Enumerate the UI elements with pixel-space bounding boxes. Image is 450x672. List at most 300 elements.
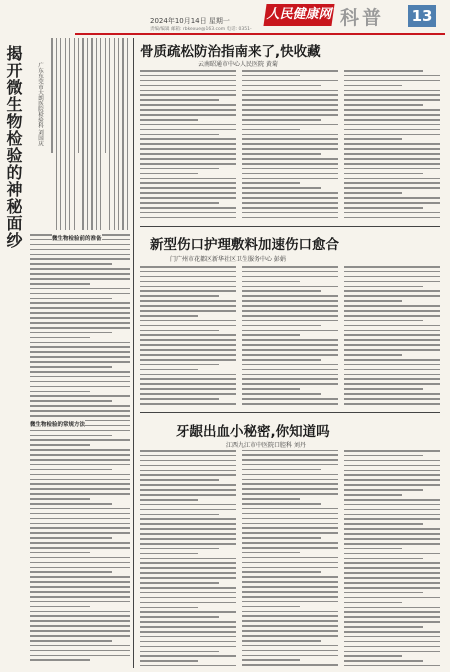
text-line [344,450,440,452]
text-line [344,325,440,327]
text-line [30,293,130,295]
text-line [140,621,236,623]
text-line [242,655,338,657]
text-line [30,381,130,383]
text-line [344,305,440,307]
text-line [344,192,402,194]
article-3-body [140,266,440,406]
text-line [344,499,440,501]
text-line [344,504,440,506]
text-line [122,38,123,230]
text-line [242,611,338,613]
text-line [344,518,440,520]
text-line [30,371,130,373]
text-line [344,388,423,390]
text-line [140,276,236,278]
text-line [242,143,338,145]
text-line [140,330,219,332]
logo-text: 人民健康网 [266,7,332,22]
text-line [242,271,338,273]
text-line [344,631,440,633]
text-line [69,38,70,230]
text-line [344,168,440,170]
text-line [140,94,236,96]
text-line [242,354,338,356]
text-line [242,70,338,72]
text-line [30,405,130,407]
text-line [30,430,130,432]
text-line [344,655,402,657]
text-line [242,158,338,160]
text-line [30,268,130,270]
text-line [140,374,236,376]
newspaper-logo [263,4,334,26]
text-line [242,90,338,92]
text-line [30,625,130,627]
text-line [242,469,321,471]
text-line [344,295,440,297]
text-line [344,148,440,150]
text-line [30,606,90,608]
article-3-byline: 门广州市花都区新华社区卫生服务中心 彭娟 [170,256,286,263]
text-line [140,538,236,540]
text-line [140,607,198,609]
text-line [140,143,236,145]
text-line [140,393,236,395]
text-line [140,217,236,219]
text-line [30,611,130,613]
text-line [30,474,130,476]
text-line [140,114,236,116]
text-line [344,460,440,462]
text-line [344,558,423,560]
text-line [242,290,321,292]
text-line [30,615,130,617]
text-line [140,378,236,380]
text-line [242,630,338,632]
page-number: 13 [408,5,436,27]
text-line [344,114,440,116]
text-line [344,153,440,155]
text-line [140,602,236,604]
text-line [242,527,338,529]
text-line [30,655,130,657]
text-line [140,504,236,506]
text-line [242,488,338,490]
text-line [30,302,130,304]
text-line [344,300,402,302]
text-line [140,641,236,643]
text-line [344,626,423,628]
text-line [344,611,440,613]
text-line [30,288,130,290]
text-line [30,464,130,466]
text-line [242,168,338,170]
text-line [30,645,130,647]
text-line [344,548,402,550]
text-line [140,474,236,476]
text-line [344,636,440,638]
text-line [96,38,97,230]
text-line [30,278,130,280]
text-line [30,327,130,329]
text-line [140,460,236,462]
text-line [242,576,338,578]
text-line [30,576,130,578]
text-line [78,38,79,153]
text-line [242,615,338,617]
text-line [140,158,236,160]
text-line [242,109,338,111]
text-line [140,134,219,136]
text-line [242,393,321,395]
text-line [30,415,130,417]
text-line [344,489,423,491]
text-line [242,459,338,461]
text-line [30,523,130,525]
text-line [140,626,236,628]
article-2-byline: 云南昭通市中心人民医院 黄菊 [198,61,278,68]
text-line [344,592,423,594]
text-line [242,173,338,175]
text-line [344,281,440,283]
text-line [344,646,440,648]
divider-1 [140,226,440,227]
text-line [87,38,88,230]
text-line [242,163,338,165]
text-line [344,94,440,96]
text-line [30,254,130,256]
text-line [30,503,112,505]
text-line [140,70,236,72]
text-line [344,484,440,486]
text-line [140,202,219,204]
text-line [30,547,130,549]
text-line [140,465,236,467]
text-line [140,514,219,516]
text-line [242,99,338,101]
text-line [242,344,338,346]
text-line [140,364,219,366]
text-line [242,479,338,481]
text-line [242,207,338,209]
text-line [242,557,338,559]
edition-line: 责编/编辑 邮箱: rbkexue@163.com 电话: 0351- [150,27,252,32]
text-line [242,586,338,588]
text-line [30,332,112,334]
text-line [344,315,440,317]
text-line [344,374,440,376]
text-line [140,80,236,82]
text-line [344,197,440,199]
text-line [242,80,338,82]
text-line [344,207,423,209]
text-line [242,276,338,278]
text-line [242,640,321,642]
text-line [242,474,338,476]
text-line [242,178,338,180]
text-line [140,597,236,599]
text-line [140,616,219,618]
text-line [344,276,440,278]
text-line [344,378,440,380]
text-line [242,138,338,140]
text-line [56,38,57,230]
text-line [242,454,338,456]
text-line [140,548,219,550]
text-line [30,391,90,393]
article-4-title: 牙龈出血小秘密,你知道吗 [176,424,330,440]
text-line [242,359,321,361]
text-line [242,369,338,371]
text-line [242,508,338,510]
text-line [140,315,198,317]
text-line [140,197,236,199]
text-line [242,664,338,666]
text-line [114,38,115,230]
date-line: 2024年10月14日 星期一 [150,17,230,25]
text-line [140,562,236,564]
text-line [30,562,130,564]
text-line [344,80,440,82]
text-line [140,349,236,351]
text-line [242,537,321,539]
text-line [140,182,236,184]
text-line [140,518,236,520]
text-line [30,317,130,319]
text-line [242,114,338,116]
text-line [140,631,236,633]
text-line [344,621,440,623]
text-line [242,202,338,204]
text-line [242,571,321,573]
text-line [344,528,440,530]
text-line [140,104,236,106]
text-line [344,474,440,476]
text-line [344,465,440,467]
text-line [242,75,300,77]
text-line [140,300,236,302]
text-line [344,354,402,356]
text-line [344,129,440,131]
text-line [344,562,440,564]
text-line [344,577,440,579]
text-line [344,286,423,288]
text-line [140,305,236,307]
text-line [242,591,338,593]
text-line [30,532,130,534]
text-line [30,322,130,324]
text-line [344,651,440,653]
text-line [140,295,219,297]
text-line [242,635,338,637]
text-line [30,508,130,510]
text-line [140,85,236,87]
text-line [140,651,219,653]
text-line [242,217,338,219]
text-line [140,543,236,545]
text-line [242,503,321,505]
text-line [344,104,423,106]
text-line [140,484,236,486]
text-line [100,38,101,230]
article-1-title: 揭开微生物检验的神秘面纱 [4,45,23,249]
article-1-byline: 广东东莞市大朗医院检验科 刘国庆 [37,62,43,147]
text-line [242,295,338,297]
text-line [242,403,338,405]
text-line [140,173,198,175]
text-line [344,85,402,87]
text-line [109,38,110,230]
text-line [242,364,338,366]
text-line [242,320,338,322]
column-rule [133,38,134,668]
text-line [30,395,130,397]
text-line [242,124,338,126]
text-line [140,168,219,170]
text-line [344,393,440,395]
text-line [242,650,338,652]
text-line [344,616,440,618]
text-line [140,75,236,77]
text-line [242,518,338,520]
text-line [140,334,236,336]
text-line [344,212,440,214]
text-line [242,498,300,500]
text-line [140,90,236,92]
text-line [344,334,440,336]
text-line [344,369,440,371]
text-line [91,38,92,230]
text-line [242,581,338,583]
text-line [344,266,440,268]
text-line [140,212,236,214]
text-line [30,601,130,603]
text-line [242,286,338,288]
text-line [140,553,198,555]
text-line [140,479,219,481]
text-line [30,283,90,285]
text-line [242,330,338,332]
text-line [140,290,236,292]
text-line [140,470,236,472]
text-line [30,650,130,652]
text-line [344,660,423,662]
text-line [30,571,112,573]
text-line [140,369,198,371]
text-line [30,459,130,461]
text-line [30,307,130,309]
text-line [30,552,90,554]
text-line [30,567,130,569]
text-line [140,310,236,312]
text-line [344,470,440,472]
text-line [242,182,300,184]
text-line [344,158,440,160]
text-line [344,553,440,555]
text-line [344,182,440,184]
text-line [344,403,440,405]
text-line [140,266,236,268]
text-line [65,38,66,230]
article-2-title: 骨质疏松防治指南来了,快收藏 [140,44,321,60]
text-line [140,533,236,535]
text-line [344,138,402,140]
text-line [30,366,112,368]
text-line [140,339,236,341]
text-line [344,597,440,599]
text-line [140,109,236,111]
text-line [344,202,440,204]
text-line [242,398,338,400]
text-line [242,562,338,564]
text-line [140,281,236,283]
text-line [344,494,402,496]
text-line [30,454,130,456]
text-line [140,577,236,579]
text-line [30,376,130,378]
text-line [344,339,440,341]
text-line [344,587,440,589]
text-line [242,197,338,199]
text-line [30,542,130,544]
text-line [30,469,112,471]
text-line [30,337,90,339]
text-line [242,305,338,307]
masthead [0,0,450,34]
text-line [242,532,338,534]
text-line [140,489,236,491]
article-1-subhead-2: 微生物检验的常规方法 [30,422,86,428]
text-line [344,514,440,516]
text-line [30,439,130,441]
text-line [344,134,440,136]
text-line [242,552,300,554]
text-line [242,620,338,622]
text-line [242,212,338,214]
text-line [344,163,440,165]
text-line [242,601,338,603]
text-line [242,266,338,268]
text-line [30,586,130,588]
text-line [242,547,338,549]
text-line [140,178,236,180]
text-line [105,38,106,153]
text-line [344,383,440,385]
text-line [30,346,130,348]
text-line [30,479,130,481]
text-line [30,273,130,275]
text-line [30,488,130,490]
text-line [82,38,83,230]
text-line [30,498,90,500]
text-line [30,640,112,642]
divider-2 [140,412,440,413]
text-line [140,163,236,165]
text-line [344,173,423,175]
text-line [140,636,236,638]
text-line [344,70,423,72]
text-line [74,38,75,230]
text-line [242,349,338,351]
text-line [140,286,236,288]
text-line [30,351,130,353]
article-4-byline: 江西九江市中医院口腔科 刘丹 [226,442,306,449]
text-line [344,523,423,525]
text-line [30,444,90,446]
text-line [140,383,236,385]
text-line [344,364,440,366]
